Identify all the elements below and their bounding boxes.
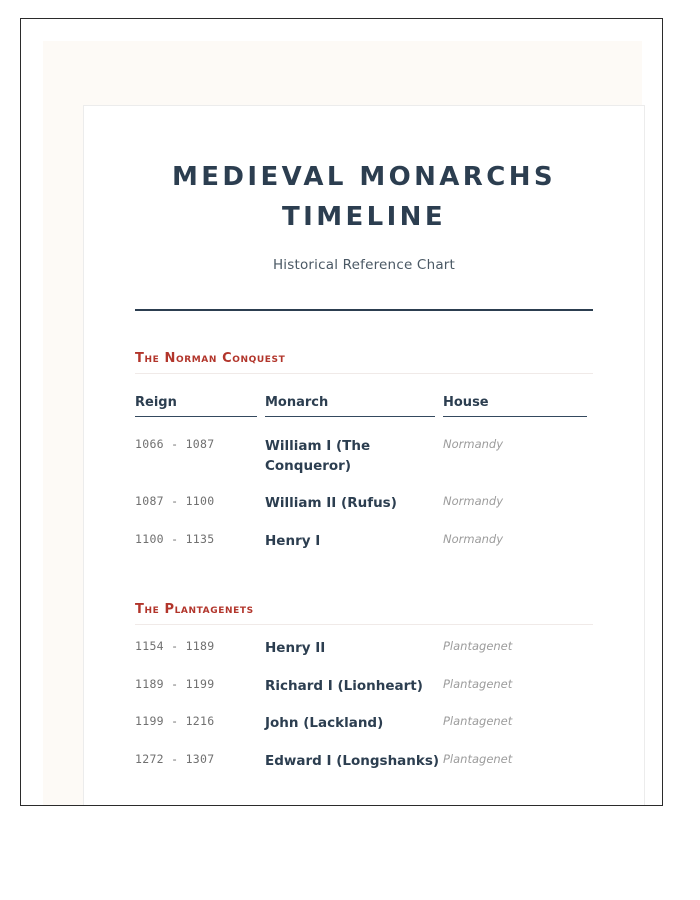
cell-house: Normandy: [443, 494, 504, 509]
cell-reign: 1087 - 1100: [135, 494, 215, 509]
cell-house: Plantagenet: [443, 676, 513, 691]
cell-reign: 1100 - 1135: [135, 531, 215, 546]
table-row: [135, 485, 595, 523]
table-row: [135, 423, 595, 485]
column-header-house-label: House: [443, 395, 587, 417]
page-title: MEDIEVAL MONARCHS TIMELINE: [172, 162, 556, 232]
document-frame: [20, 18, 663, 806]
table-row: [135, 743, 595, 781]
column-header-monarch: [265, 374, 443, 423]
table-row: [135, 668, 595, 706]
cell-house: Normandy: [443, 531, 504, 546]
cell-house: Normandy: [443, 437, 504, 452]
cell-reign: 1272 - 1307: [135, 751, 215, 766]
cell-reign: 1189 - 1199: [135, 676, 215, 691]
document-header: [135, 106, 593, 311]
page-sheet: [43, 41, 642, 806]
cell-house: Plantagenet: [443, 751, 513, 766]
section-heading: The Plantagenets: [135, 602, 593, 625]
reign-table: [135, 625, 595, 780]
column-header-reign-label: Reign: [135, 395, 257, 417]
cell-monarch: Edward I (Longshanks): [265, 752, 440, 769]
section-plantagenets: [135, 602, 593, 780]
column-header-monarch-label: Monarch: [265, 395, 435, 417]
cell-monarch: William II (Rufus): [265, 495, 397, 512]
cell-monarch: John (Lackland): [265, 715, 384, 732]
title-divider: [135, 309, 593, 311]
cell-reign: 1154 - 1189: [135, 639, 215, 654]
table-row: [135, 705, 595, 743]
cell-monarch: William I (The Conqueror): [265, 438, 371, 474]
cell-house: Plantagenet: [443, 639, 513, 654]
content-card: [83, 105, 645, 806]
cell-monarch: Richard I (Lionheart): [265, 677, 423, 694]
column-header-house: [443, 374, 595, 423]
section-heading: The Norman Conquest: [135, 351, 593, 374]
table-row: [135, 625, 595, 668]
cell-house: Plantagenet: [443, 714, 513, 729]
column-header-reign: [135, 374, 265, 423]
reign-table: [135, 374, 595, 560]
page-subtitle: Historical Reference Chart: [272, 257, 456, 274]
table-row: [135, 523, 595, 561]
cell-reign: 1199 - 1216: [135, 714, 215, 729]
cell-monarch: Henry I: [265, 532, 321, 549]
section-norman-conquest: [135, 351, 593, 560]
cell-monarch: Henry II: [265, 640, 326, 657]
cell-reign: 1066 - 1087: [135, 437, 215, 452]
table-header-row: [135, 374, 595, 423]
